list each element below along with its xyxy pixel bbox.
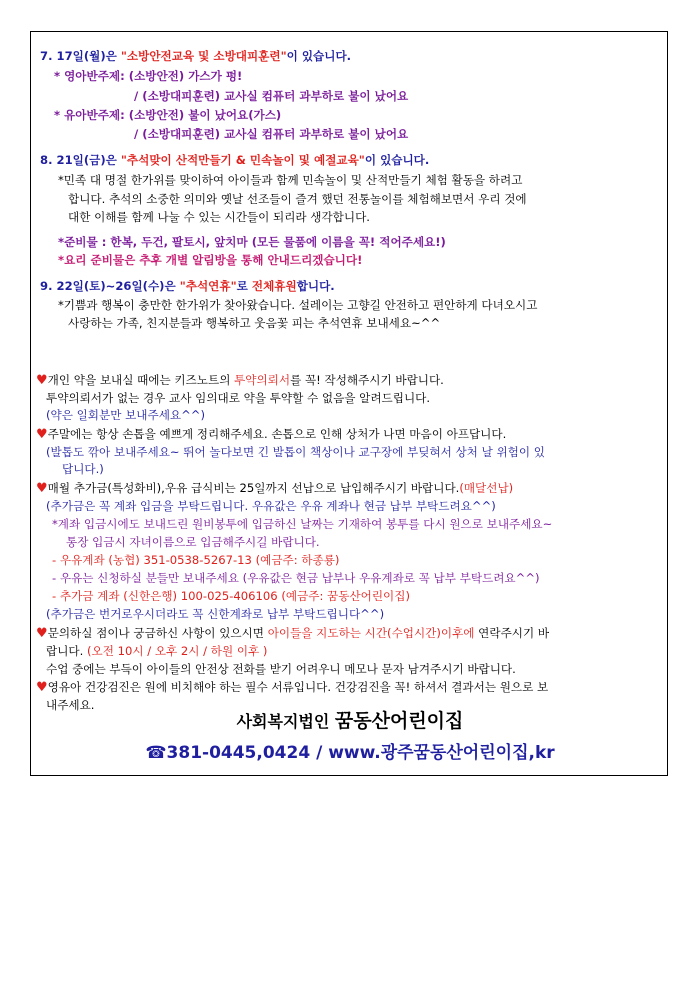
s8-heading: 8. 21일(금)은 "추석맞이 산적만들기 & 민속놀이 및 예절교육"이 있습니다.: [40, 153, 430, 167]
s7-heading: 7. 17일(월)은 "소방안전교육 및 소방대피훈련"이 있습니다.: [40, 49, 352, 63]
s9-heading: 9. 22일(토)~26일(수)은 "추석연휴"로 전체휴원합니다.: [40, 279, 335, 293]
health-check-notice-2: 내주세요.: [46, 698, 95, 712]
heart-icon: ♥: [36, 427, 48, 442]
extra-fee-account: - 추가금 계좌 (신한은행) 100-025-406106 (예금주: 꿈동산어린이집): [52, 589, 410, 603]
contact-hours: (오전 10시 / 오후 2시 / 하원 이후 ): [86, 644, 268, 658]
medication-notice-3: (약은 일회분만 보내주세요^^): [46, 408, 206, 422]
monthly-prepay-highlight: (매달선납): [459, 481, 514, 495]
heart-icon: ♥: [36, 626, 48, 641]
s8-paragraph-3: 대한 이해를 함께 나눌 수 있는 시간들이 되리라 생각합니다.: [68, 210, 370, 224]
inquiry-notice-2: 랍니다. (오전 10시 / 오후 2시 / 하원 이후 ): [46, 644, 268, 658]
s8-supplies: *준비물 : 한복, 두건, 팔토시, 앞치마 (모든 물품에 이름을 꼭! 적어주세요!): [58, 235, 446, 249]
s7-toddler-topic: * 유아반주제: (소방안전) 불이 났어요(가스): [54, 108, 282, 122]
medication-notice: ♥개인 약을 보내실 때에는 키즈노트의 투약의뢰서를 꼭! 작성해주시기 바랍니다.: [36, 373, 444, 388]
s8-paragraph-1: *민족 대 명절 한가위를 맞이하여 아이들과 함께 민속놀이 및 산적만들기 체험 활동을 하려고: [58, 173, 523, 187]
milk-notice: - 우유는 신청하실 분들만 보내주세요 (우유값은 현금 납부나 우유계좌로 꼭 납부 부탁드려요^^): [52, 571, 540, 585]
s7-toddler-topic-2: / (소방대피훈련) 교사실 컴퓨터 과부하로 불이 났어요: [134, 127, 409, 141]
s9-holiday-name: "추석연휴": [179, 279, 237, 293]
contact-time-highlight: 아이들을 지도하는 시간(수업시간)이후에: [267, 626, 475, 640]
fee-notice-8: (추가금은 번거로우시더라도 꼭 신한계좌로 납부 부탁드립니다^^): [46, 607, 385, 621]
heart-icon: ♥: [36, 481, 48, 496]
nail-notice-2: (발톱도 깎아 보내주세요~ 뛰어 놀다보면 긴 발톱이 책상이나 교구장에 부딪혀서 상처 날 위험이 있: [46, 445, 545, 459]
fee-notice-4: 통장 입금시 자녀이름으로 입금해주시길 바랍니다.: [66, 535, 320, 549]
s7-infant-topic-2: / (소방대피훈련) 교사실 컴퓨터 과부하로 불이 났어요: [134, 89, 409, 103]
heart-icon: ♥: [36, 373, 48, 388]
fee-notice: ♥매월 추가금(특성화비),우유 급식비는 25일까지 선납으로 납입해주시기 바랍니다.(매달선납): [36, 481, 514, 496]
s7-infant-topic: * 영아반주제: (소방안전) 가스가 펑!: [54, 69, 243, 83]
s8-event-title: "추석맞이 산적만들기 & 민속놀이 및 예절교육": [120, 153, 365, 167]
fee-notice-2: (추가금은 꼭 계좌 입금을 부탁드립니다. 우유값은 우유 계좌나 현금 납부 부탁드려요^^): [46, 499, 496, 513]
heart-icon: ♥: [36, 680, 48, 695]
s9-paragraph-1: *기쁨과 행복이 충만한 한가위가 찾아왔습니다. 설레이는 고향길 안전하고 편안하게 다녀오시고: [58, 298, 538, 312]
nail-notice-3: 답니다.): [62, 462, 104, 476]
s8-cooking-supplies: *요리 준비물은 추후 개별 알림방을 통해 안내드리겠습니다!: [58, 253, 363, 267]
contact-info[interactable]: ☎381-0445,0424 / www.광주꿈동산어린이집,kr: [145, 743, 555, 763]
medication-form-highlight: 투약의뢰서: [234, 373, 291, 387]
inquiry-notice-3: 수업 중에는 부득이 아이들의 안전상 전화를 받기 어려우니 메모나 문자 남겨주시기 바랍니다.: [46, 662, 516, 676]
organization-name: 사회복지법인 꿈동산어린이집: [236, 710, 464, 732]
nail-notice: ♥주말에는 항상 손톱을 예쁘게 정리해주세요. 손톱으로 인해 상처가 나면 마음이 아프답니다.: [36, 427, 507, 442]
medication-notice-2: 투약의뢰서가 없는 경우 교사 임의대로 약을 투약할 수 없음을 알려드립니다.: [46, 391, 431, 405]
s7-event-title: "소방안전교육 및 소방대피훈련": [120, 49, 287, 63]
s9-closure: 전체휴원: [251, 279, 297, 293]
milk-account: - 우유계좌 (농협) 351-0538-5267-13 (예금주: 하종룡): [52, 553, 340, 567]
health-check-notice: ♥영유아 건강검진은 원에 비치해야 하는 필수 서류입니다. 건강검진을 꼭! 하셔서 결과서는 원으로 보: [36, 680, 549, 695]
s9-paragraph-2: 사랑하는 가족, 친지분들과 행복하고 웃음꽃 피는 추석연휴 보내세요~^^: [68, 316, 441, 330]
fee-notice-3: *계좌 입금시에도 보내드린 원비봉투에 입금하신 날짜는 기재하여 봉투를 다시 원으로 보내주세요~: [52, 517, 553, 531]
s8-paragraph-2: 합니다. 추석의 소중한 의미와 옛날 선조들이 즐겨 했던 전통놀이를 체험해보면서 우리 것에: [68, 192, 527, 206]
inquiry-notice: ♥문의하실 점이나 궁금하신 사항이 있으시면 아이들을 지도하는 시간(수업시간)이후에 연락주시기 바: [36, 626, 550, 641]
